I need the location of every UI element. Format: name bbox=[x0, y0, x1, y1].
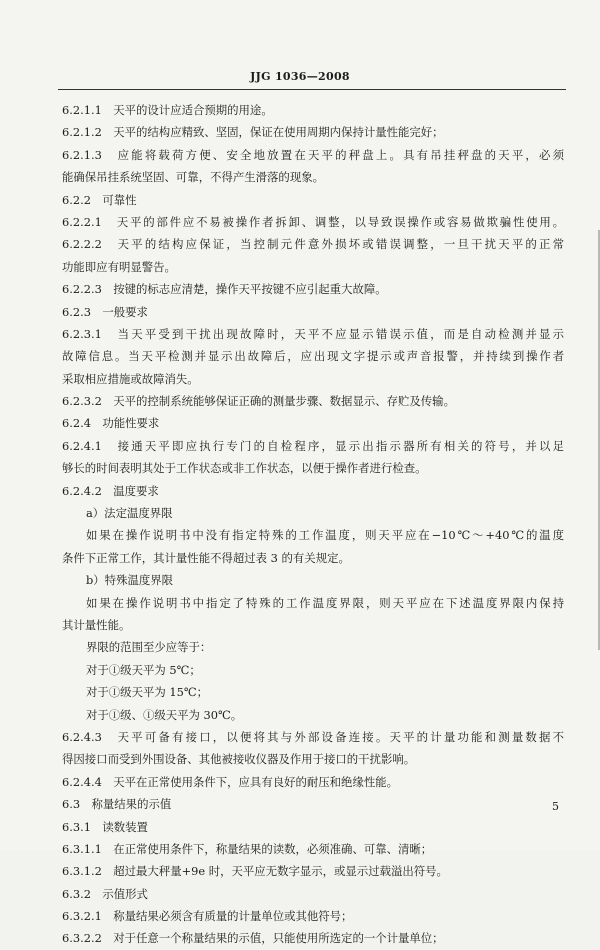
document-body bbox=[62, 99, 564, 950]
text-line: 6.2.2.1 天平的部件应不易被操作者拆卸、调整，以导致误操作或容易做欺骗性使用。 bbox=[62, 214, 564, 229]
text-line: 条件下正常工作，其计量性能不得超过表 3 的有关规定。 bbox=[62, 550, 350, 565]
text-line: 6.2.3 一般要求 bbox=[62, 304, 148, 319]
text-line: 对于Ⓘ级天平为 15℃； bbox=[86, 685, 208, 700]
text-line: 6.3.1 读数装置 bbox=[62, 819, 148, 834]
text-line: a）法定温度界限 bbox=[86, 506, 173, 521]
text-line: 得因接口而受到外围设备、其他被接收仪器及作用于接口的干扰影响。 bbox=[62, 752, 416, 767]
text-line: 如果在操作说明书中指定了特殊的工作温度界限，则天平应在下述温度界限内保持 bbox=[86, 595, 564, 610]
text-line: 6.2.2.3 按键的标志应清楚，操作天平按键不应引起重大故障。 bbox=[62, 282, 387, 297]
text-line: 如果在操作说明书中没有指定特殊的工作温度，则天平应在−10℃～+40℃的温度 bbox=[86, 528, 564, 543]
text-line: 6.2.1.2 天平的结构应精致、坚固，保证在使用周期内保持计量性能完好； bbox=[62, 125, 444, 140]
text-line: 6.3 称量结果的示值 bbox=[62, 797, 172, 812]
text-line: 6.3.1.2 超过最大秤量+9e 时，天平应无数字显示，或显示过载溢出符号。 bbox=[62, 864, 448, 879]
text-line: 能确保吊挂系统坚固、可靠，不得产生滑落的现象。 bbox=[62, 170, 324, 185]
text-line: 6.2.2 可靠性 bbox=[62, 192, 137, 207]
text-line: b）特殊温度界限 bbox=[86, 573, 174, 588]
text-line: 6.2.3.1 当天平受到干扰出现故障时，天平不应显示错误示值，而是自动检测并显示 bbox=[62, 326, 564, 341]
text-line: 6.2.1.3 应能将载荷方便、安全地放置在天平的秤盘上。具有吊挂秤盘的天平，必须 bbox=[62, 147, 564, 162]
header-rule bbox=[58, 89, 566, 90]
text-line: 6.2.3.2 天平的控制系统能够保证正确的测量步骤、数据显示、存贮及传输。 bbox=[62, 394, 455, 409]
text-line: 6.2.4.2 温度要求 bbox=[62, 483, 159, 498]
text-line: 对于Ⓘ级、Ⓘ级天平为 30℃。 bbox=[86, 707, 243, 722]
text-line: 6.2.4 功能性要求 bbox=[62, 416, 160, 431]
text-line: 6.3.2 示值形式 bbox=[62, 886, 148, 901]
text-line: 对于Ⓘ级天平为 5℃； bbox=[86, 662, 201, 677]
text-line: 功能即应有明显警告。 bbox=[62, 259, 176, 274]
text-line: 6.2.4.4 天平在正常使用条件下，应具有良好的耐压和绝缘性能。 bbox=[62, 774, 399, 789]
text-line: 够长的时间表明其处于工作状态或非工作状态，以便于操作者进行检查。 bbox=[62, 461, 427, 476]
text-line: 6.2.4.1 接通天平即应执行专门的自检程序，显示出指示器所有相关的符号，并以足 bbox=[62, 438, 564, 453]
text-line: 故障信息。当天平检测并显示出故障后，应出现文字提示或声音报警，并持续到操作者 bbox=[62, 349, 564, 364]
text-line: 6.2.1.1 天平的设计应适合预期的用途。 bbox=[62, 103, 273, 117]
text-line: 其计量性能。 bbox=[62, 617, 131, 632]
page-number: 5 bbox=[552, 800, 559, 813]
text-line: 6.2.2.2 天平的结构应保证，当控制元件意外损坏或错误调整，一旦干扰天平的正常 bbox=[62, 237, 564, 252]
text-line: 6.2.4.3 天平可备有接口，以便将其与外部设备连接。天平的计量功能和测量数据不 bbox=[62, 729, 564, 744]
text-line: 6.3.2.2 对于任意一个称量结果的示值，只能使用所选定的一个计量单位； bbox=[62, 931, 444, 946]
page-header: JJG 1036—2008 bbox=[250, 70, 350, 83]
text-line: 6.3.2.1 称量结果必须含有质量的计量单位或其他符号； bbox=[62, 909, 353, 924]
text-line: 采取相应措施或故障消失。 bbox=[62, 371, 199, 386]
text-line: 界限的范围至少应等于： bbox=[86, 640, 212, 655]
text-line: 6.3.1.1 在正常使用条件下，称量结果的读数，必须准确、可靠、清晰； bbox=[62, 841, 433, 856]
